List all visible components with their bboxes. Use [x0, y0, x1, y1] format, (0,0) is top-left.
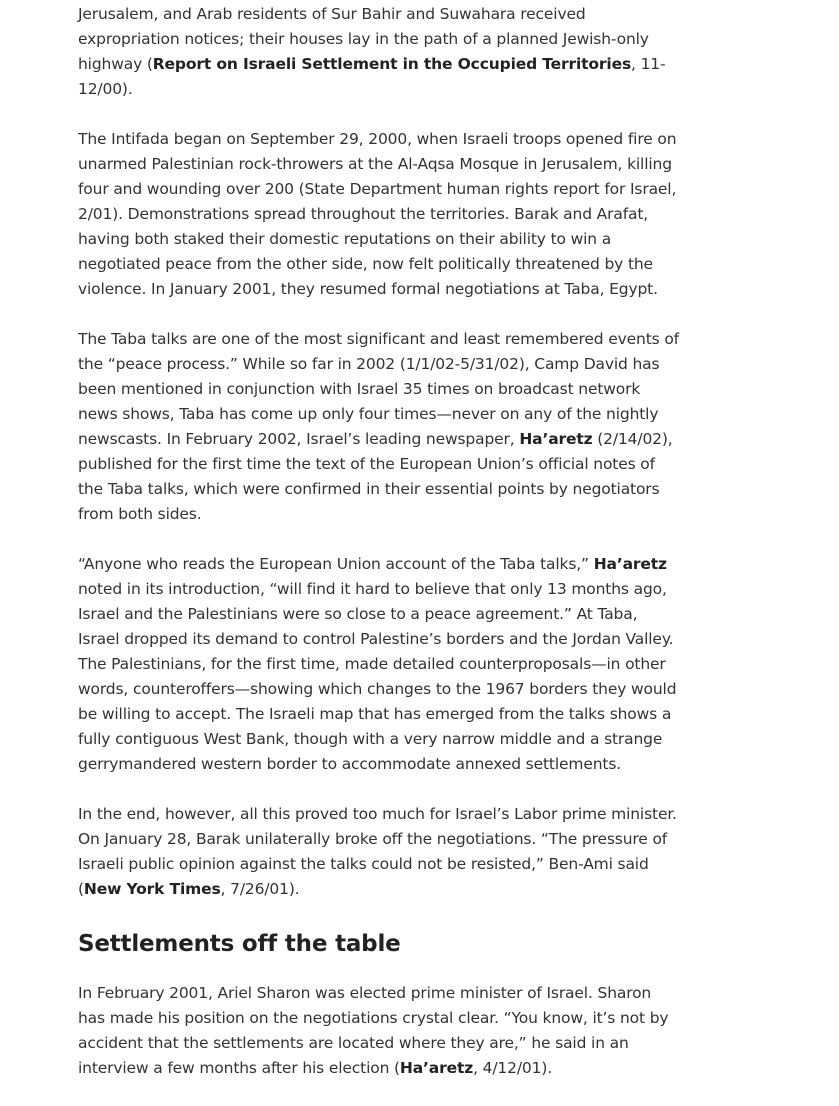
paragraph-text: In February 2001, Ariel Sharon was elected prime minister of Israel. Sharon has made his position on the negotiations crystal clear. “You know, it’s not by accident that the settlements are located where they are,” he said in an interview a few months after his election ( — [78, 984, 669, 1077]
source-citation: Ha’aretz — [593, 555, 667, 573]
paragraph-text: In the end, however, all this proved too much for Israel’s Labor prime minister. On January 28, Barak unilaterally broke off the negotiations. “The pressure of Israeli public opinion against the talks could not be resisted,” Ben-Ami said ( — [78, 805, 677, 898]
source-citation: Report on Israeli Settlement in the Occupied Territories — [152, 55, 632, 73]
paragraph-expropriation — [78, 2, 682, 102]
paragraph-intifada: The Intifada began on September 29, 2000, when Israeli troops opened fire on unarmed Palestinian rock-throwers at the Al-Aqsa Mosque in Jerusalem, killing four and wounding over 200 (State Department human rights report for Israel, 2/01). Demonstrations spread throughout the territories. Barak and Arafat, having both staked their domestic reputations on their ability to win a negotiated peace from the other side, now felt politically threatened by the violence. In January 2001, they resumed formal negotiations at Taba, Egypt. — [78, 130, 677, 298]
paragraph-barak-breakoff — [78, 802, 682, 902]
source-citation: New York Times — [83, 880, 221, 898]
paragraph-text: (2/14/02), published for the first time the text of the European Union’s official notes of the Taba talks, which were confirmed in their essential points by negotiators from both sides. — [78, 430, 673, 523]
paragraph-text: noted in its introduction, “will find it hard to believe that only 13 months ago, Israel and the Palestinians were so close to a peace agreement.” At Taba, Israel dropped its demand to control Palestine’s borders and the Jordan Valley. The Palestinians, for the first time, made detailed counterproposals—in other words, counteroffers—showing which changes to the 1967 borders they would be willing to accept. The Israeli map that has emerged from the talks shows a fully contiguous West Bank, though with a very narrow middle and a strange gerrymandered western border to accommodate annexed settlements. — [78, 580, 677, 773]
source-citation: Ha’aretz — [399, 1059, 474, 1077]
paragraph-eu-account — [78, 552, 682, 777]
paragraph-text: Jerusalem, and Arab residents of Sur Bahir and Suwahara received expropriation notices; their houses lay in the path of a planned Jewish-only highway ( — [78, 5, 649, 73]
source-citation: Ha’aretz — [519, 430, 593, 448]
paragraph-text: , 7/26/01). — [220, 880, 300, 898]
paragraph-taba-talks — [78, 327, 682, 527]
paragraph-text: , 4/12/01). — [473, 1059, 553, 1077]
paragraph-text: , 11-12/00). — [78, 55, 666, 98]
article-body — [78, 2, 682, 1106]
paragraph-text: The Taba talks are one of the most significant and least remembered events of the “peace process.” While so far in 2002 (1/1/02-5/31/02), Camp David has been mentioned in conjunction with Israel 35 times on broadcast network news shows, Taba has come up only four times—never on any of the nightly newscasts. In February 2002, Israel’s leading newspaper, — [78, 330, 679, 448]
paragraph-text: “Anyone who reads the European Union account of the Taba talks,” — [78, 555, 594, 573]
section-heading: Settlements off the table — [78, 931, 401, 957]
paragraph-sharon — [78, 981, 682, 1081]
